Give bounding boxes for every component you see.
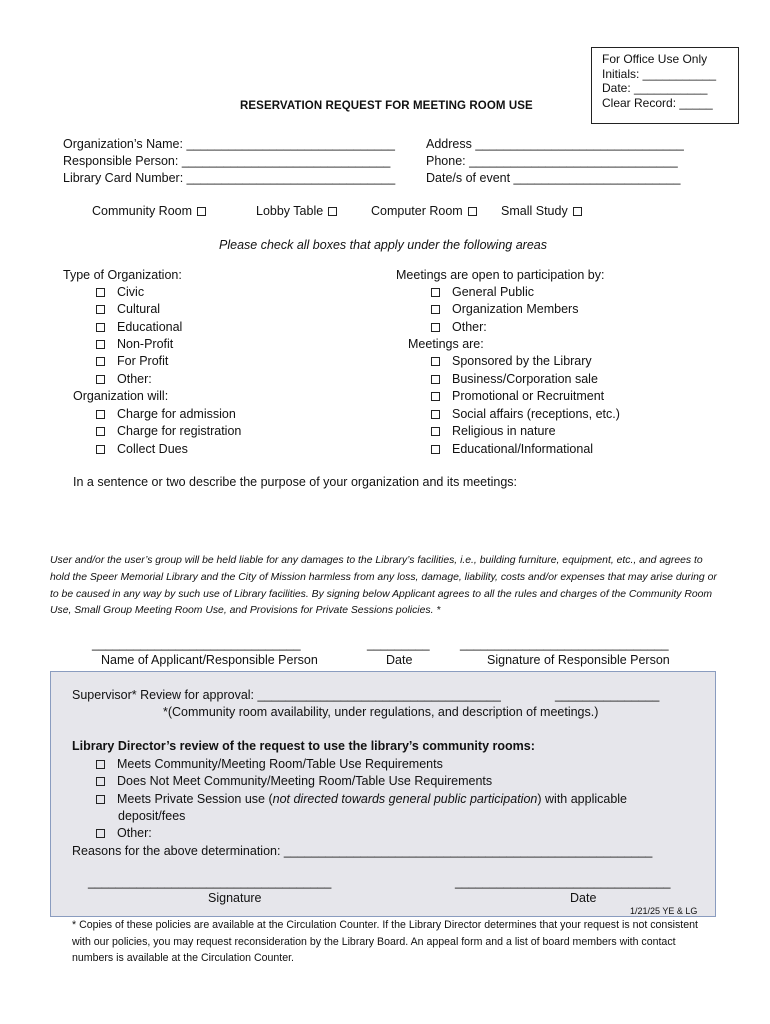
checkbox[interactable] — [96, 445, 105, 454]
are-option-promotional[interactable]: Promotional or Recruitment — [431, 388, 604, 404]
open-option-members[interactable]: Organization Members — [431, 301, 578, 317]
determination-reasons-field[interactable]: Reasons for the above determination: _____________________________________________________ — [72, 844, 653, 858]
checkbox[interactable] — [96, 410, 105, 419]
checkbox[interactable] — [431, 427, 440, 436]
director-date-label: Date — [570, 891, 597, 905]
event-dates-field[interactable]: Date/s of event ________________________ — [426, 171, 681, 185]
form-version-label: 1/21/25 YE & LG — [630, 906, 698, 916]
room-option-small-study[interactable] — [501, 203, 582, 219]
checkbox[interactable] — [96, 305, 105, 314]
are-option-educational[interactable]: Educational/Informational — [431, 441, 593, 457]
room-option-lobby-table[interactable] — [256, 203, 337, 219]
checkbox[interactable] — [96, 795, 105, 804]
type-option-cultural[interactable]: Cultural — [96, 301, 160, 317]
private-session-italic: not directed towards general public participation — [272, 792, 538, 806]
checkbox[interactable] — [96, 760, 105, 769]
checkbox[interactable] — [96, 357, 105, 366]
room-label: Computer Room — [371, 204, 463, 218]
room-label: Community Room — [92, 204, 193, 218]
type-option-civic[interactable]: Civic — [96, 284, 144, 300]
instruction-text: Please check all boxes that apply under the following areas — [219, 238, 547, 252]
checkbox[interactable] — [431, 305, 440, 314]
are-option-religious[interactable]: Religious in nature — [431, 423, 556, 439]
organization-name-field[interactable]: Organization’s Name: ______________________________ — [63, 137, 395, 151]
meetings-are-heading: Meetings are: — [408, 337, 484, 351]
checkbox[interactable] — [96, 777, 105, 786]
open-option-general-public[interactable]: General Public — [431, 284, 534, 300]
are-option-sponsored[interactable]: Sponsored by the Library — [431, 353, 592, 369]
director-date-line[interactable]: _______________________________ — [455, 875, 671, 889]
director-option-other[interactable]: Other: — [96, 825, 152, 841]
director-option-private-session[interactable]: Meets Private Session use (not directed towards general public participation) with applicable — [96, 791, 627, 807]
director-option-meets[interactable]: Meets Community/Meeting Room/Table Use Requirements — [96, 756, 443, 772]
director-signature-label: Signature — [208, 891, 262, 905]
open-participation-heading: Meetings are open to participation by: — [396, 268, 605, 282]
room-label: Small Study — [501, 204, 568, 218]
applicant-date-line[interactable]: _________ — [367, 637, 430, 651]
checkbox[interactable] — [573, 207, 582, 216]
office-use-box — [591, 47, 739, 124]
type-option-other[interactable]: Other: — [96, 371, 152, 387]
applicant-signature-line[interactable]: ______________________________ — [460, 637, 669, 651]
checkbox[interactable] — [96, 323, 105, 332]
applicant-date-label: Date — [386, 653, 413, 667]
applicant-name-label: Name of Applicant/Responsible Person — [101, 653, 318, 667]
checkbox[interactable] — [431, 445, 440, 454]
checkbox[interactable] — [431, 410, 440, 419]
form-title: RESERVATION REQUEST FOR MEETING ROOM USE — [240, 100, 533, 112]
checkbox[interactable] — [431, 375, 440, 384]
applicant-signature-label: Signature of Responsible Person — [487, 653, 670, 667]
checkbox[interactable] — [197, 207, 206, 216]
checkbox[interactable] — [96, 288, 105, 297]
type-option-for-profit[interactable]: For Profit — [96, 353, 168, 369]
checkbox[interactable] — [96, 375, 105, 384]
director-option-not-meets[interactable]: Does Not Meet Community/Meeting Room/Table Use Requirements — [96, 773, 492, 789]
office-initials-field[interactable]: Initials: ___________ — [602, 66, 717, 81]
policy-footnote: * Copies of these policies are available at the Circulation Counter. If the Library Director determines that your request is not consistent with our policies, you may request reconsideration by the Library Board. An appeal form and a list of board members with contact numbers is available at the Circulation Counter. — [72, 919, 698, 964]
will-option-registration[interactable]: Charge for registration — [96, 423, 241, 439]
room-option-computer-room[interactable] — [371, 203, 477, 219]
supervisor-note: *(Community room availability, under regulations, and description of meetings.) — [163, 705, 599, 719]
are-option-business-sale[interactable]: Business/Corporation sale — [431, 371, 598, 387]
checkbox[interactable] — [431, 357, 440, 366]
are-option-social[interactable]: Social affairs (receptions, etc.) — [431, 406, 620, 422]
liability-disclaimer: User and/or the user’s group will be held liable for any damages to the Library’s facilities, i.e., building furniture, equipment, etc., and agrees to hold the Speer Memorial Library and the City of Mission harmless from any loss, damage, liability, costs and/or expenses that may arise during or to be caused in any way by such use of Library facilities. By signing below Applicant agrees to all the rules and charges of the Community Room Use, Small Group Meeting Room Use, and Provisions for Private Sessions policies. * — [50, 555, 717, 617]
room-label: Lobby Table — [256, 204, 324, 218]
checkbox[interactable] — [96, 427, 105, 436]
supervisor-date-field[interactable]: _______________ — [555, 688, 660, 702]
address-field[interactable]: Address ______________________________ — [426, 137, 684, 151]
open-option-other[interactable]: Other: — [431, 319, 487, 335]
purpose-prompt: In a sentence or two describe the purpose of your organization and its meetings: — [73, 475, 518, 489]
checkbox[interactable] — [431, 288, 440, 297]
library-card-field[interactable]: Library Card Number: ______________________________ — [63, 171, 396, 185]
phone-field[interactable]: Phone: ______________________________ — [426, 154, 678, 168]
room-option-community[interactable] — [92, 203, 206, 219]
supervisor-review-field[interactable]: Supervisor* Review for approval: ___________________________________ — [72, 688, 501, 702]
office-date-field[interactable]: Date: ___________ — [602, 81, 708, 95]
checkbox[interactable] — [468, 207, 477, 216]
checkbox[interactable] — [431, 323, 440, 332]
type-option-educational[interactable]: Educational — [96, 319, 182, 335]
private-session-continuation: deposit/fees — [118, 809, 186, 823]
applicant-name-line[interactable]: ______________________________ — [92, 637, 301, 651]
will-option-admission[interactable]: Charge for admission — [96, 406, 236, 422]
will-option-dues[interactable]: Collect Dues — [96, 441, 188, 457]
type-of-organization-heading: Type of Organization: — [63, 268, 182, 282]
office-clear-record-field[interactable]: Clear Record: _____ — [602, 95, 713, 110]
office-use-heading: For Office Use Only — [602, 52, 708, 66]
type-option-non-profit[interactable]: Non-Profit — [96, 336, 173, 352]
purpose-answer-area[interactable] — [73, 494, 713, 544]
checkbox[interactable] — [328, 207, 337, 216]
director-signature-line[interactable]: ___________________________________ — [88, 875, 332, 889]
director-review-heading: Library Director’s review of the request to use the library’s community rooms: — [72, 739, 535, 753]
checkbox[interactable] — [96, 829, 105, 838]
organization-will-heading: Organization will: — [73, 389, 169, 403]
responsible-person-field[interactable]: Responsible Person: ______________________________ — [63, 154, 391, 168]
checkbox[interactable] — [96, 340, 105, 349]
checkbox[interactable] — [431, 392, 440, 401]
